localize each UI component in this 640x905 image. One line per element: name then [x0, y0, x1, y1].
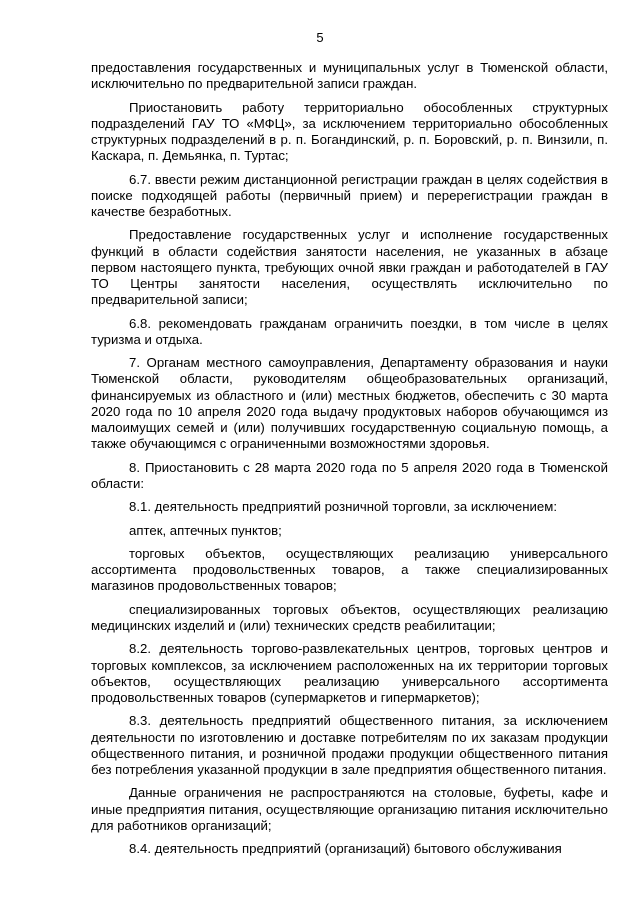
paragraph-8-4: 8.4. деятельность предприятий (организаций) бытового обслуживания — [129, 841, 562, 857]
document-body — [91, 60, 608, 865]
paragraph-medical-stores: специализированных торговых объектов, осуществляющих реализацию медицинских изделий и (или) технических средств реабилитации; — [91, 601, 608, 633]
paragraph-food-stores: торговых объектов, осуществляющих реализацию универсального ассортимента продовольственных товаров, а также специализированных магазинов продовольственных товаров; — [91, 545, 608, 594]
paragraph-canteens: Данные ограничения не распространяются на столовые, буфеты, кафе и иные предприятия питания, осуществляющие организацию питания исключительно для работников организаций; — [91, 785, 608, 833]
page-number: 5 — [316, 30, 324, 45]
paragraph-mfc-continuation: предоставления государственных и муниципальных услуг в Тюменской области, исключительно по предварительной записи граждан. — [91, 60, 608, 92]
paragraph-8-3: 8.3. деятельность предприятий общественного питания, за исключением деятельности по изготовлению и доставке потребителям по их заказам продукции общественного питания, и розничной продажи продукции общественного питания без потребления указанной продукции в зале предприятия общественного питания. — [91, 713, 608, 777]
paragraph-employment-services: Предоставление государственных услуг и исполнение государственных функций в области содействия занятости населения, не указанных в абзаце первом настоящего пункта, требующих очной явки граждан и работодателей в ГАУ ТО Центры занятости населения, осуществлять исключительно по предварительной записи; — [91, 227, 608, 308]
paragraph-6-8: 6.8. рекомендовать гражданам ограничить поездки, в том числе в целях туризма и отдыха. — [91, 315, 608, 347]
paragraph-8-2: 8.2. деятельность торгово-развлекательных центров, торговых центров и торговых комплексов, за исключением расположенных на их территории торговых объектов, осуществляющих реализацию универсального ассортимента продовольственных товаров (супермаркетов и гипермаркетов); — [91, 641, 608, 705]
paragraph-8: 8. Приостановить с 28 марта 2020 года по 5 апреля 2020 года в Тюменской области: — [91, 459, 608, 491]
paragraph-7: 7. Органам местного самоуправления, Департаменту образования и науки Тюменской области, руководителям общеобразовательных организаций, финансируемых из областного и (или) местных бюджетов, обеспечить с 30 марта 2020 года по 10 апреля 2020 года выдачу продуктовых наборов обучающимся из малоимущих семей и (или) получивших государственную социальную помощь, а также обучающимся с ограниченными возможностями здоровья. — [91, 355, 608, 452]
paragraph-6-7: 6.7. ввести режим дистанционной регистрации граждан в целях содействия в поиске подходящей работы (первичный прием) и перерегистрации граждан в качестве безработных. — [91, 171, 608, 219]
paragraph-8-1: 8.1. деятельность предприятий розничной торговли, за исключением: — [129, 499, 557, 515]
paragraph-mfc-suspend: Приостановить работу территориально обособленных структурных подразделений ГАУ ТО «МФЦ», за исключением территориально обособленных структурных подразделений в р. п. Богандинский, р. п. Боровский, р. п. Винзили, п. Каскара, п. Демьянка, п. Туртас; — [91, 99, 608, 164]
paragraph-pharmacies: аптек, аптечных пунктов; — [129, 522, 282, 538]
